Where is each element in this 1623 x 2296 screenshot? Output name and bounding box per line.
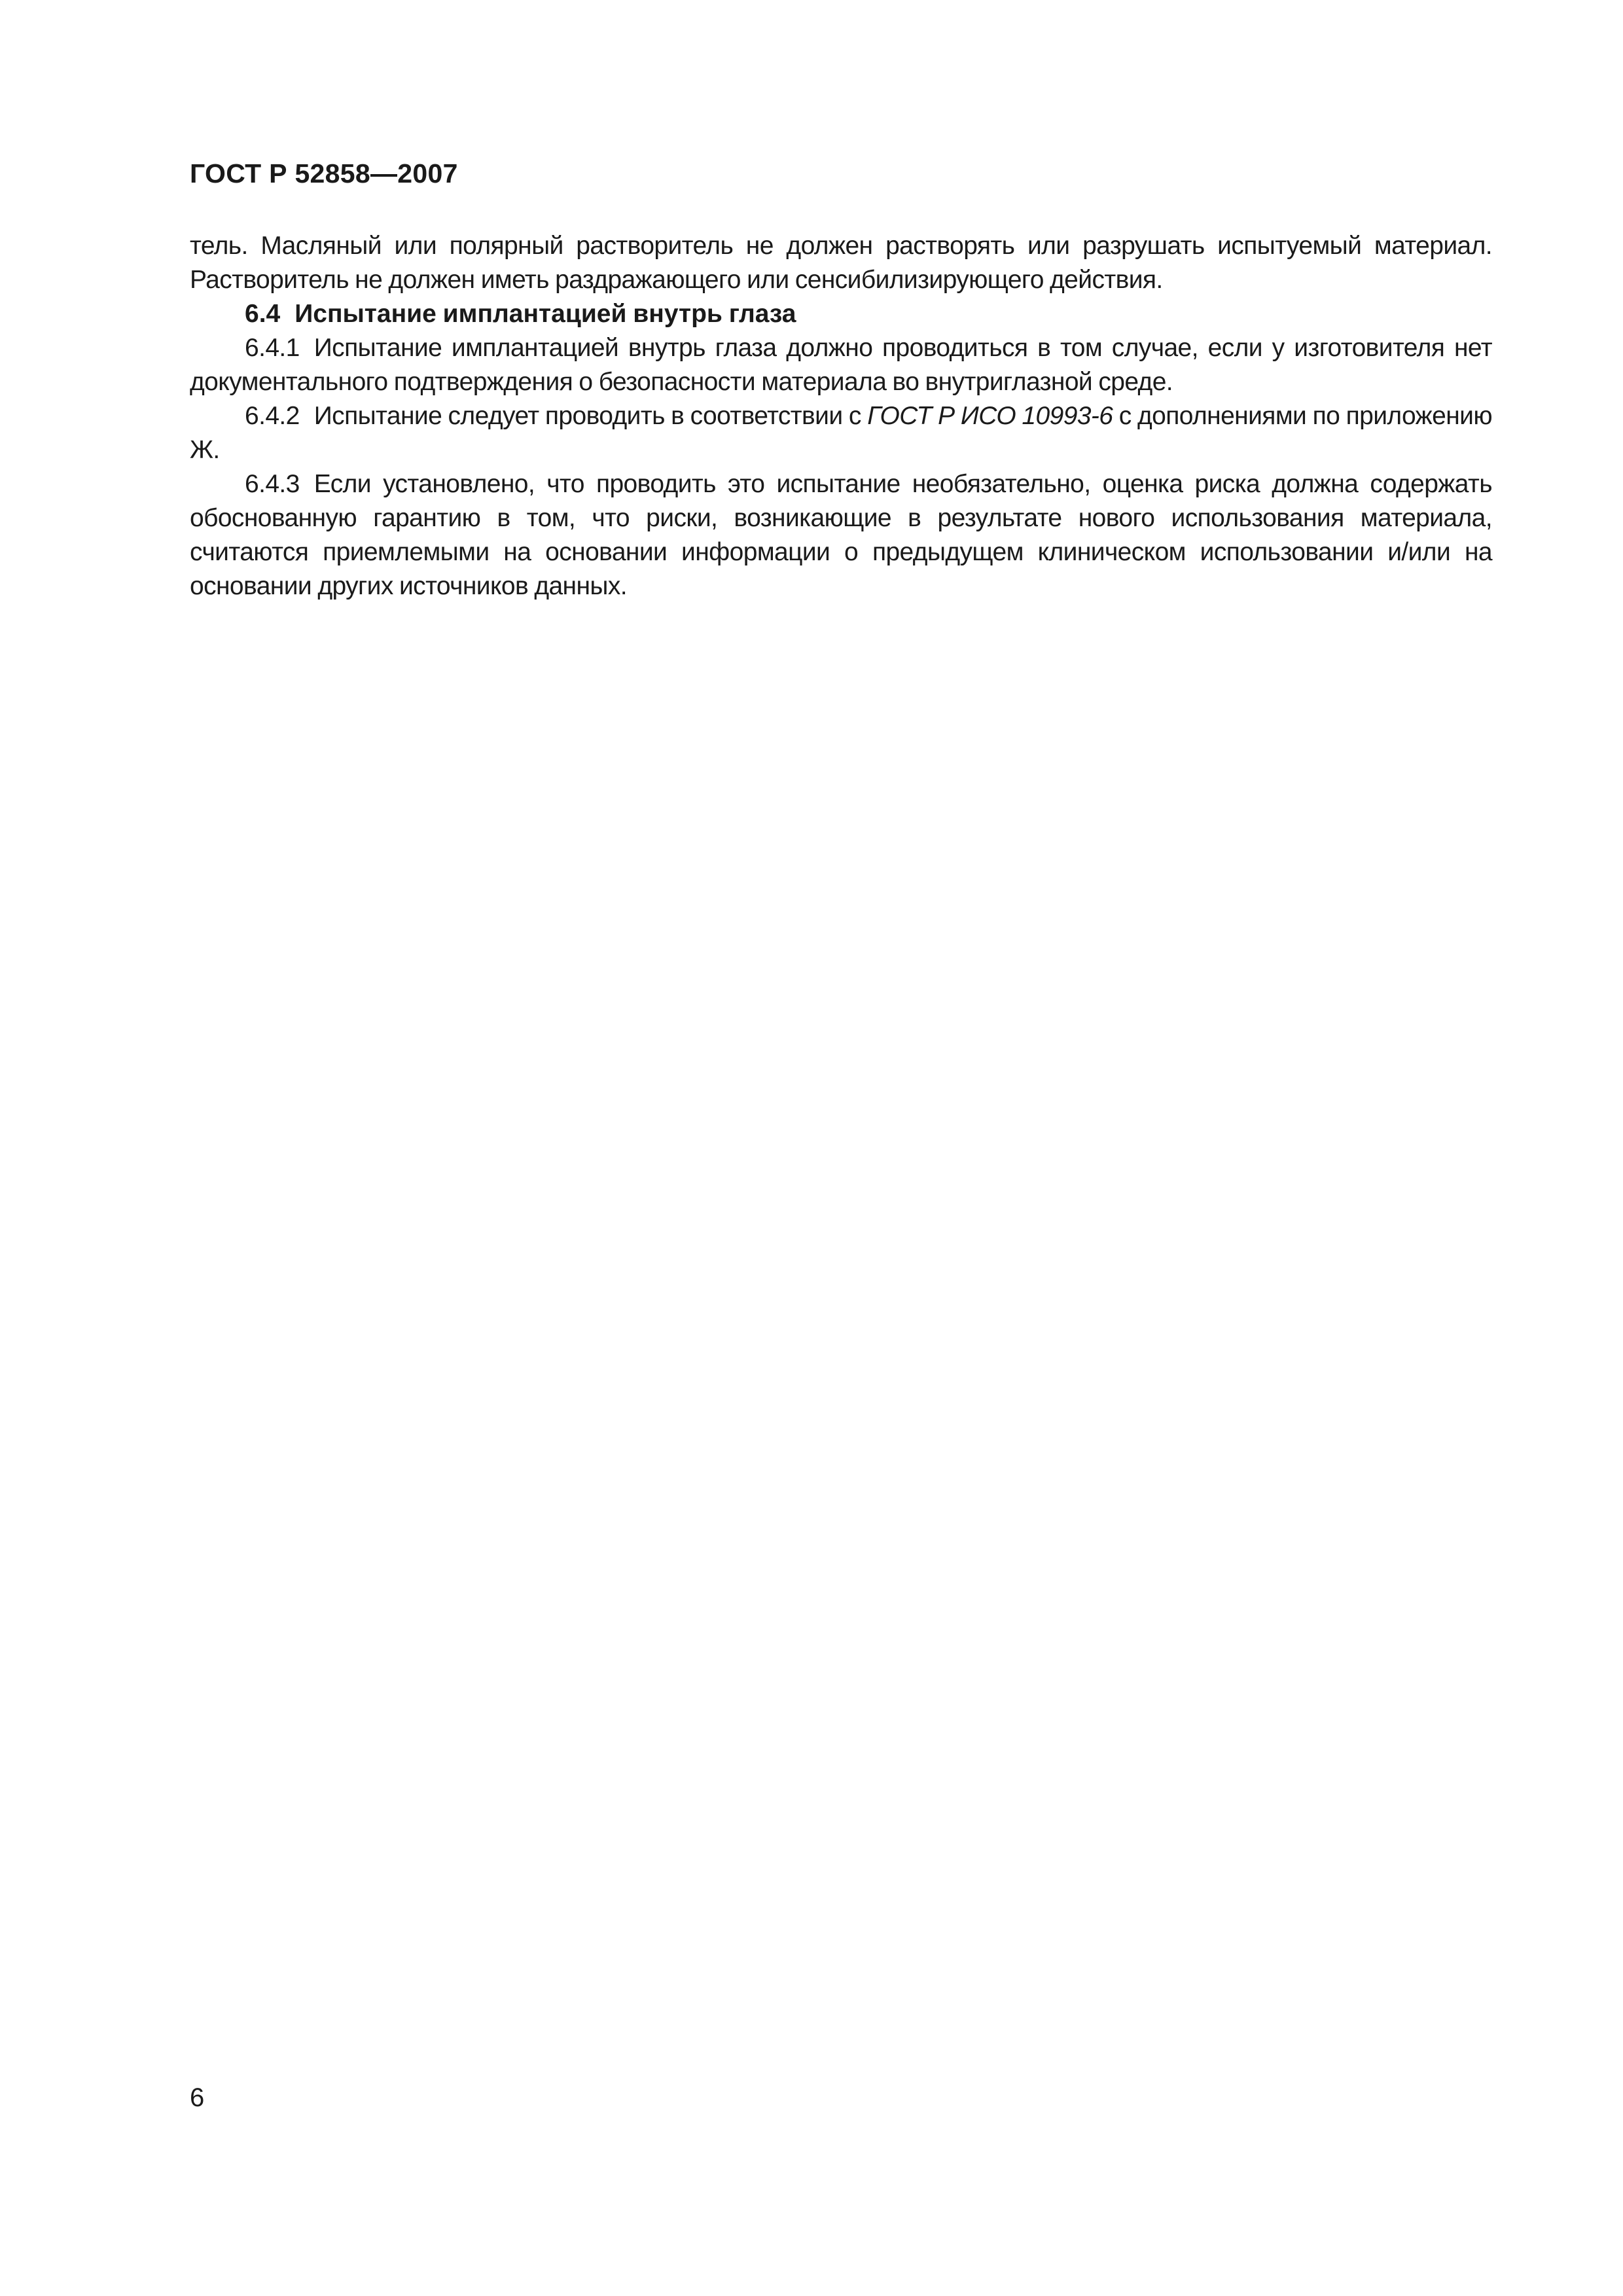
paragraph-continuation: тель. Масляный или полярный растворитель не должен растворять или разрушать испытуемый материал. Растворитель не должен иметь раздражающего или сенсибилизирующего действия. [190,232,1492,294]
clause-text: Испытание следует проводить в соответствии с [313,402,868,430]
clause-text: с дополнениями по приложению Ж. [190,402,1492,464]
document-header: ГОСТ Р 52858—2007 [190,158,458,188]
standard-reference: ГОСТ Р ИСО 10993-6 [867,402,1113,430]
document-body [190,229,1492,603]
clause-number: 6.4.1 [245,334,300,362]
paragraph-6-4-2 [190,399,1492,467]
paragraph-6-4-3 [190,467,1492,603]
paragraph-6-4-1 [190,331,1492,399]
clause-text: Если установлено, что проводить это испытание необязательно, оценка риска должна содержать обоснованную гарантию в том, что риски, возникающие в результате нового использования материала, считаются приемлемыми на основании информации о предыдущем клиническом использовании и/или на основании других источников данных. [190,470,1492,600]
clause-number: 6.4.2 [245,402,300,430]
clause-text: Испытание имплантацией внутрь глаза должно проводиться в том случае, если у изготовителя нет документального подтверждения о безопасности материала во внутриглазной среде. [190,334,1492,396]
section-heading-6-4 [190,297,1492,331]
clause-number: 6.4.3 [245,470,300,498]
section-title: Испытание имплантацией внутрь глаза [294,300,796,328]
section-number: 6.4 [245,300,281,328]
page-number: 6 [190,2083,205,2112]
